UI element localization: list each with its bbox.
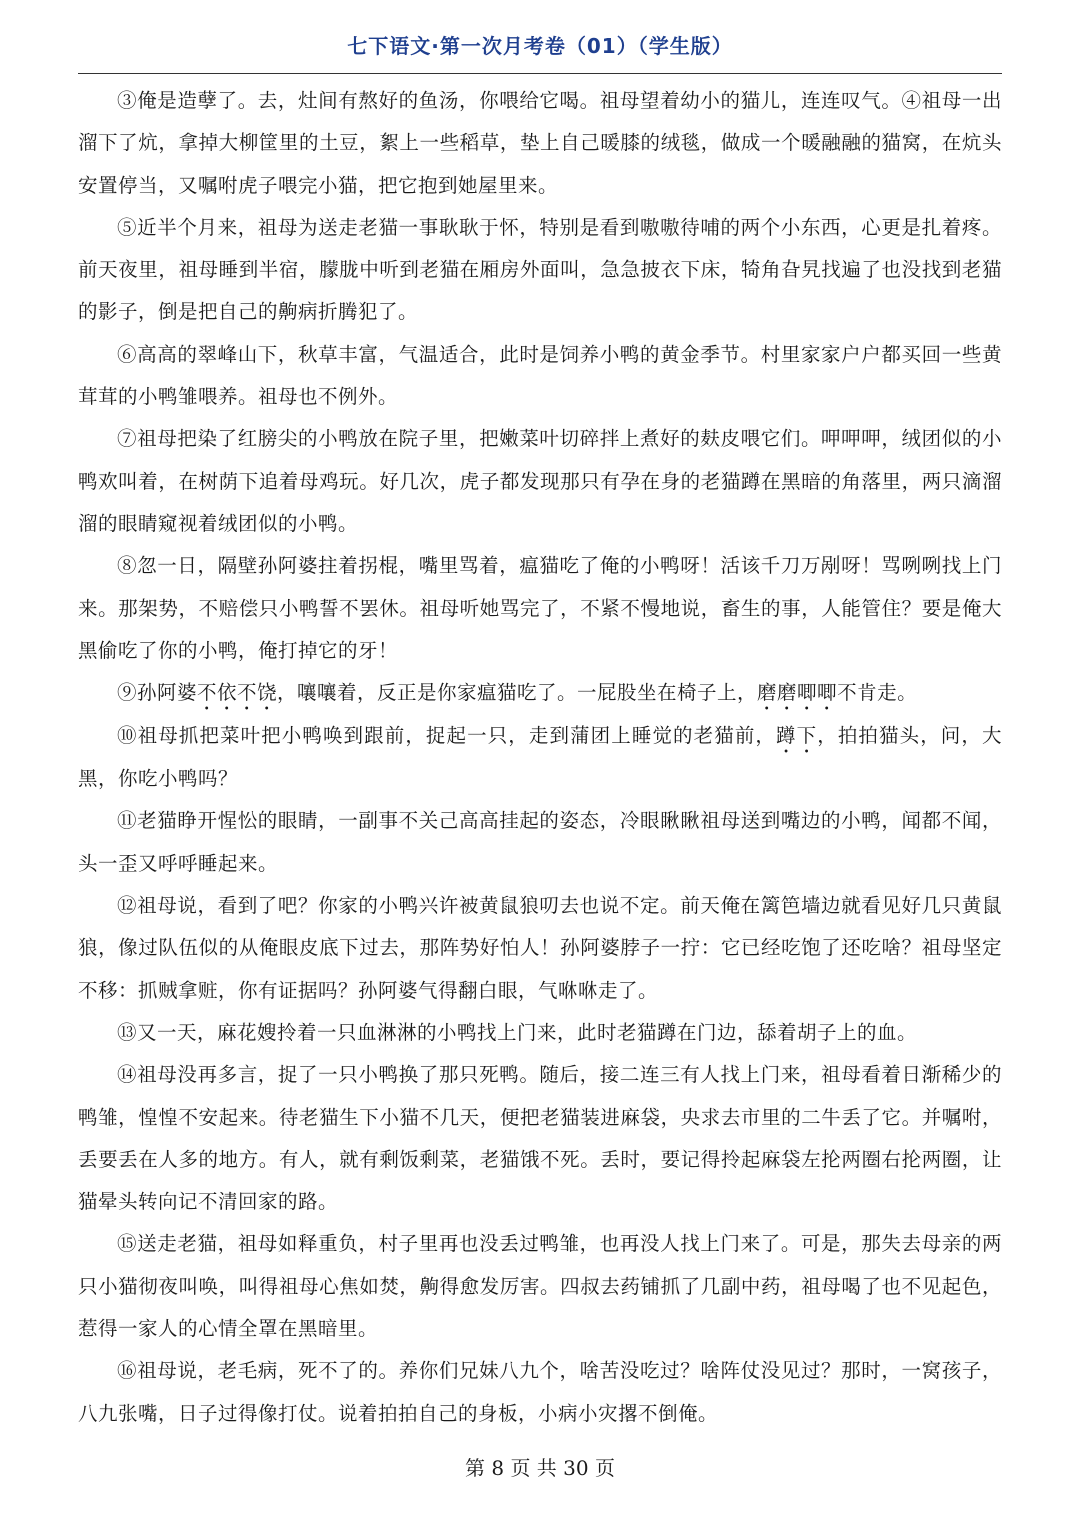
paragraph-8: ⑧忽一日，隔壁孙阿婆拄着拐棍，嘴里骂着，瘟猫吃了俺的小鸭呀！活该千刀万剐呀！骂咧咧找上门来。那架势，不赔偿只小鸭誓不罢休。祖母听她骂完了，不紧不慢地说，畜生的事，人能管住？要是俺大黑偷吃了你的小鸭，俺打掉它的牙！ [78,554,1002,662]
paragraph-6: ⑥高高的翠峰山下，秋草丰富，气温适合，此时是饲养小鸭的黄金季节。村里家家户户都买回一些黄茸茸的小鸭雏喂养。祖母也不例外。 [78,342,1002,409]
paragraph-9-lead: ⑨孙阿婆 [117,681,198,705]
paragraph-9-mid: ，嚷嚷着，反正是你家瘟猫吃了。一屁股坐在椅子上， [277,681,758,705]
paragraph-5: ⑤近半个月来，祖母为送走老猫一事耿耿于怀，特别是看到嗷嗷待哺的两个小东西，心更是扎着疼。前天夜里，祖母睡到半宿，朦胧中听到老猫在厢房外面叫，急急披衣下床，犄角旮旯找遍了也没找到老猫的影子，倒是把自己的齁病折腾犯了。 [78,215,1002,324]
paragraph-7: ⑦祖母把染了红膀尖的小鸭放在院子里，把嫩菜叶切碎拌上煮好的麸皮喂它们。呷呷呷，绒团似的小鸭欢叫着，在树荫下追着母鸡玩。好几次，虎子都发现那只有孕在身的老猫蹲在黑暗的角落里，两只滴溜溜的眼睛窥视着绒团似的小鸭。 [78,427,1002,535]
paragraph-11: ⑪老猫睁开惺忪的眼睛，一副事不关己高高挂起的姿态，冷眼瞅瞅祖母送到嘴边的小鸭，闻都不闻，头一歪又呼呼睡起来。 [78,809,1002,875]
emphasis-word-dunxia: 蹲下 [776,724,818,748]
emphasis-word-buyiburao: 不依不饶 [197,681,278,705]
paragraph-9 [78,672,1002,715]
page-header-title: 七下语文·第一次月考卷（01）（学生版） [347,34,733,58]
paragraph-10-lead: ⑩祖母抓把菜叶把小鸭唤到跟前，捉起一只，走到蒲团上睡觉的老猫前， [117,724,777,748]
page-number: 第 8 页 共 30 页 [465,1456,615,1480]
paragraph-14: ⑭祖母没再多言，捉了一只小鸭换了那只死鸭。随后，接二连三有人找上门来，祖母看着日渐稀少的鸭雏，惶惶不安起来。待老猫生下小猫不几天，便把老猫装进麻袋，央求去市里的二牛丢了它。并嘱咐，丢要丢在人多的地方。有人，就有剩饭剩菜，老猫饿不死。丢时，要记得拎起麻袋左抡两圈右抡两圈，让猫晕头转向记不清回家的路。 [78,1063,1002,1214]
header-divider [78,73,1002,74]
emphasis-word-momojiji: 磨磨唧唧 [757,681,838,705]
paragraph-3-4: ③俺是造孽了。去，灶间有熬好的鱼汤，你喂给它喝。祖母望着幼小的猫儿，连连叹气。④祖母一出溜下了炕，拿掉大柳筐里的土豆，絮上一些稻草，垫上自己暖膝的绒毯，做成一个暖融融的猫窝，在炕头安置停当，又嘱咐虎子喂完小猫，把它抱到她屋里来。 [78,89,1002,197]
paragraph-16: ⑯祖母说，老毛病，死不了的。养你们兄妹八九个，啥苦没吃过？啥阵仗没见过？那时，一窝孩子，八九张嘴，日子过得像打仗。说着拍拍自己的身板，小病小灾撂不倒俺。 [78,1359,1002,1425]
reading-passage [78,80,1002,1435]
paragraph-15: ⑮送走老猫，祖母如释重负，村子里再也没丢过鸭雏，也再没人找上门来了。可是，那失去母亲的两只小猫彻夜叫唤，叫得祖母心焦如焚，齁得愈发厉害。四叔去药铺抓了几副中药，祖母喝了也不见起色，惹得一家人的心情全罩在黑暗里。 [78,1232,1002,1341]
paragraph-12: ⑫祖母说，看到了吧？你家的小鸭兴许被黄鼠狼叨去也说不定。前天俺在篱笆墙边就看见好几只黄鼠狼，像过队伍似的从俺眼皮底下过去，那阵势好怕人！孙阿婆脖子一拧：它已经吃饱了还吃啥？祖母坚定不移：抓贼拿赃，你有证据吗？孙阿婆气得翻白眼，气咻咻走了。 [78,894,1002,1002]
paragraph-13: ⑬又一天，麻花嫂拎着一只血淋淋的小鸭找上门来，此时老猫蹲在门边，舔着胡子上的血。 [117,1020,918,1044]
paragraph-10-tail: ，拍拍猫头，问，大黑，你吃小鸭吗？ [78,724,1002,791]
paragraph-10 [78,715,1002,800]
paragraph-9-tail: 不肯走。 [837,681,918,705]
